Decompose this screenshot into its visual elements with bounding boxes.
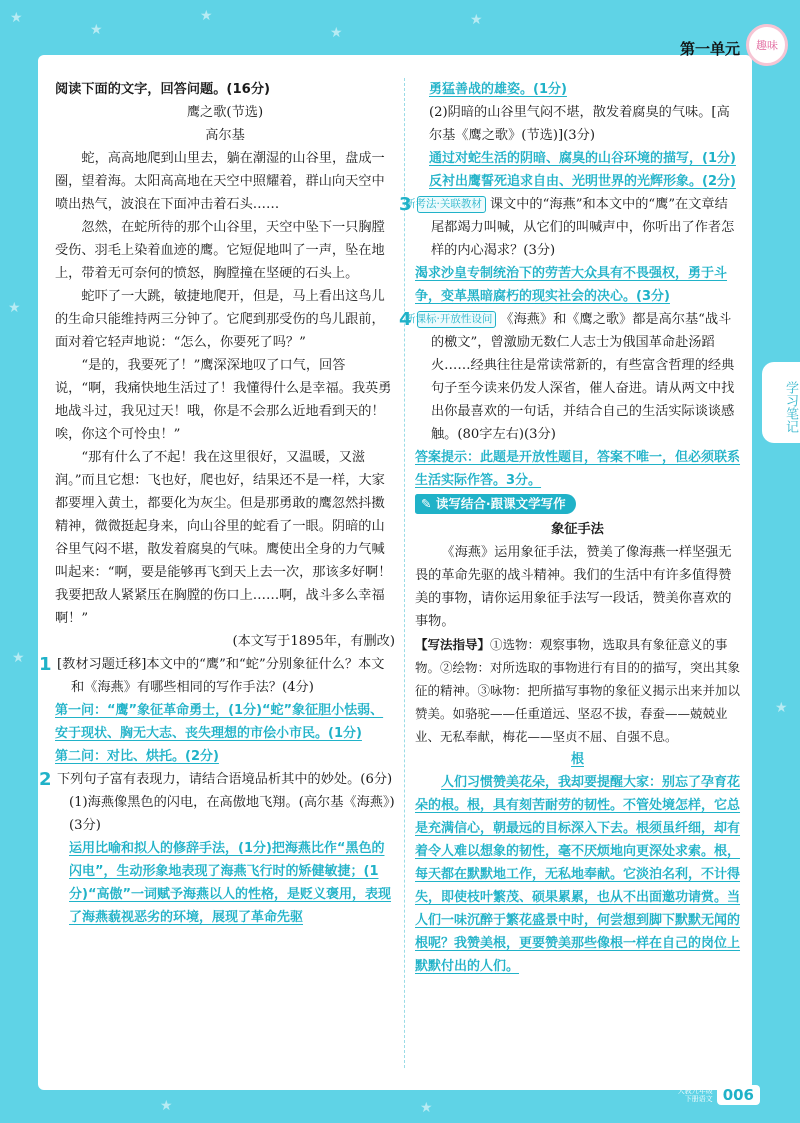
question-1 [55, 653, 395, 699]
footer-label [678, 1087, 713, 1103]
star-decoration: ★ [8, 300, 21, 316]
star-decoration: ★ [12, 650, 25, 666]
question-text: [教材习题迁移]本文中的“鹰”和“蛇”分别象征什么？本文和《海燕》有哪些相同的写作手法？(4分) [57, 657, 385, 695]
writing-prompt: 《海燕》运用象征手法，赞美了像海燕一样坚强无畏的革命先驱的战斗精神。我们的生活中有许多值得赞美的事物，请你运用象征手法写一段话，赞美你喜欢的事物。 [415, 545, 732, 629]
answer-3: 渴求沙皇专制统治下的劳苦大众具有不畏强权，勇于斗争，变革黑暗腐朽的现实社会的决心。(3分) [415, 266, 728, 304]
writing-title: 象征手法 [551, 522, 604, 537]
model-essay: 人们习惯赞美花朵，我却要提醒大家：别忘了孕育花朵的根。根，具有刻苦耐劳的韧性。不管处境怎样，它总是充满信心，朝最远的目标深入下去。根须虽纤细，却有着令人难以想象的韧性，毫不厌烦地向更深处求索。根，每天都在默默地工作，无私地奉献。它淡泊名利，不计得失，即使枝叶繁茂、硕果累累，也从不出面邀功请赏。当人们一味沉醉于繁花盛景中时，何尝想到脚下默默无闻的根呢？我赞美根，更要赞美那些像根一样在自己的岗位上默默付出的人们。 [415, 775, 741, 974]
side-tab-notes[interactable]: 学习笔记 [760, 360, 800, 445]
passage-note: (本文写于1895年，有删改) [232, 634, 395, 649]
section-header [415, 494, 576, 514]
pen-icon: ✎ [421, 496, 436, 511]
reading-intro: 阅读下面的文字，回答问题。(16分) [55, 82, 271, 97]
star-decoration: ★ [420, 1100, 433, 1116]
section-header-label: 读写结合·跟课文学写作 [435, 496, 566, 511]
star-decoration: ★ [200, 8, 213, 24]
column-divider [404, 78, 405, 1068]
question-tag: 新考法·关联教材 [417, 196, 486, 213]
passage-paragraph: 蛇吓了一大跳，敏捷地爬开，但是，马上看出这鸟儿的生命只能维持两三分钟了。它爬到那受伤的鸟儿跟前，面对着它轻声地说：“怎么，你要死了吗？” [55, 289, 385, 350]
guide-label: 【写法指导】 [415, 637, 491, 652]
passage-paragraph: “是的，我要死了！”鹰深深地叹了口气，回答说，“啊，我痛快地生活过了！我懂得什么是幸福。我英勇地战斗过，我见过天！哦，你是不会那么近地看到天的！唉，你这个可怜虫！” [55, 358, 392, 442]
passage-paragraph: “那有什么了不起！我在这里很好，又温暖，又滋润。”而且它想：飞也好，爬也好，结果还不是一样，大家都要埋入黄土，都要化为灰尘。但是那勇敢的鹰忽然抖擞精神，微微挺起身来，向山谷里的蛇看了一眼。阴暗的山谷里气闷不堪，散发着腐臭的气味。鹰使出全身的力气喊叫起来：“啊，要是能够再飞到天上去一次，那该多好啊！我要把敌人紧紧压在胸膛的伤口上……啊，战斗多么幸福啊！” [55, 450, 392, 626]
sub-question-2-2: (2)阴暗的山谷里气闷不堪，散发着腐臭的气味。[高尔基《鹰之歌》(节选)](3分) [429, 105, 730, 143]
guide-text: ①选物：观察事物，选取具有象征意义的事物。②绘物：对所选取的事物进行有目的的描写，突出其象征的精神。③咏物：把所描写事物的象征义揭示出来并加以赞美。如骆驼——任重道远、坚忍不拔，春蚕——兢兢业业、无私奉献，梅花——坚贞不屈、自强不息。 [415, 637, 741, 744]
sub-question-2-1: (1)海燕像黑色的闪电，在高傲地飞翔。(高尔基《海燕》)(3分) [69, 795, 395, 833]
star-decoration: ★ [90, 22, 103, 38]
mascot-badge-icon: 趣味 [746, 24, 788, 66]
question-3 [405, 193, 740, 262]
essay-title: 根 [570, 752, 584, 767]
star-decoration: ★ [330, 25, 343, 41]
answer-2-1-continued: 勇猛善战的雄姿。(1分) [429, 82, 567, 97]
answer-2-1: 运用比喻和拟人的修辞手法，(1分)把海燕比作“黑色的闪电”，生动形象地表现了海燕飞行时的矫健敏捷；(1分)“高傲”一词赋予海燕以人的性格，是贬义褒用，表现了海燕藐视恶劣的环境，展现了革命先驱 [69, 841, 392, 925]
answer-1b: 第二问：对比、烘托。(2分) [55, 749, 219, 764]
question-text: 下列句子富有表现力，请结合语境品析其中的妙处。(6分) [57, 772, 393, 787]
writing-guide [415, 633, 740, 748]
unit-title: 第一单元 [679, 40, 740, 58]
question-2 [55, 768, 395, 791]
passage-title: 鹰之歌(节选) [186, 105, 264, 120]
star-decoration: ★ [10, 10, 23, 26]
right-column [405, 78, 741, 978]
star-decoration: ★ [470, 12, 483, 28]
footer-line: 人教九年级 [677, 1087, 713, 1095]
question-4 [405, 308, 740, 446]
question-text: 课文中的“海燕”和本文中的“鹰”在文章结尾都竭力叫喊，从它们的叫喊声中，你听出了作者怎样的内心渴求？(3分) [431, 197, 735, 258]
question-text: 《海燕》和《鹰之歌》都是高尔基“战斗的檄文”，曾激励无数仁人志士为俄国革命赴汤蹈火……经典往往是常读常新的，有些富含哲理的经典句子至今读来仍发人深省，催人奋进。请从两文中找出你最喜欢的一句话，并结合自己的生活实际谈谈感触。(80字左右)(3分) [431, 312, 735, 442]
passage-paragraph: 忽然，在蛇所待的那个山谷里，天空中坠下一只胸膛受伤、羽毛上染着血迹的鹰。它短促地叫了一声，坠在地上，带着无可奈何的愤怒，胸膛撞在坚硬的石头上。 [55, 220, 385, 281]
footer-line: 下册语文 [684, 1095, 713, 1103]
star-decoration: ★ [775, 700, 788, 716]
answer-1a: 第一问：“鹰”象征革命勇士，(1分)“蛇”象征胆小怯弱、安于现状、胸无大志、丧失理想的市侩小市民。(1分) [55, 703, 384, 741]
question-tag: 新课标·开放性设问 [417, 311, 496, 328]
answer-4: 答案提示：此题是开放性题目，答案不唯一，但必须联系生活实际作答。3分。 [415, 450, 741, 488]
passage-author: 高尔基 [205, 128, 245, 143]
page-footer [678, 1085, 760, 1105]
page-number: 006 [717, 1085, 760, 1105]
answer-2-2: 通过对蛇生活的阴暗、腐臭的山谷环境的描写，(1分)反衬出鹰誓死追求自由、光明世界的光辉形象。(2分) [429, 151, 736, 189]
passage-paragraph: 蛇，高高地爬到山里去，躺在潮湿的山谷里，盘成一圈，望着海。太阳高高地在天空中照耀着，群山向天空中喷出热气，波浪在下面冲击着石头…… [55, 151, 385, 212]
left-column [55, 78, 395, 929]
star-decoration: ★ [160, 1098, 173, 1114]
